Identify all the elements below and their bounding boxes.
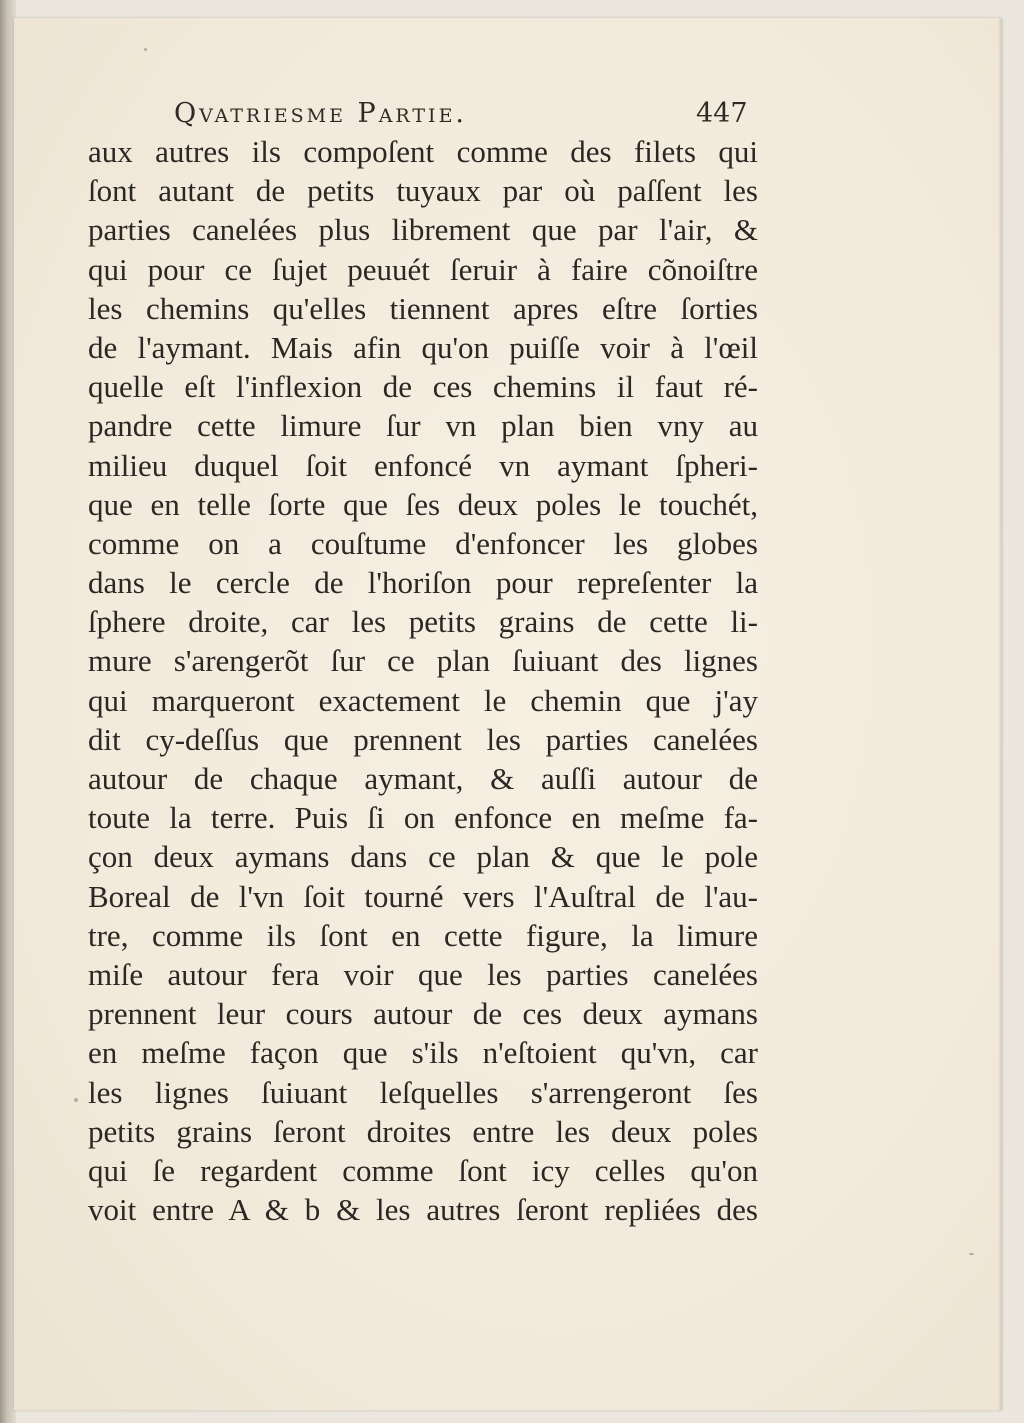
- text-line: parties canelées plus librement que par l'air, &: [88, 212, 758, 248]
- text-line: miſe autour fera voir que les parties canelées: [88, 956, 758, 992]
- book-page: [14, 18, 1002, 1410]
- text-line: comme on a couſtume d'enfoncer les globes: [88, 525, 758, 561]
- text-line: quelle eſt l'inflexion de ces chemins il faut ré-: [88, 369, 758, 405]
- text-line: petits grains ſeront droites entre les deux poles: [88, 1113, 758, 1149]
- text-line: voit entre A & b & les autres ſeront repliées des: [88, 1192, 758, 1228]
- text-line: de l'aymant. Mais afin qu'on puiſſe voir à l'œil: [88, 329, 758, 365]
- page-edge-shadow: [998, 18, 1002, 1410]
- text-line: milieu duquel ſoit enfoncé vn aymant ſpheri-: [88, 447, 758, 483]
- paper-speck: [969, 1253, 974, 1255]
- running-head: [174, 88, 774, 138]
- paper-speck: [144, 48, 147, 51]
- text-line: prennent leur cours autour de ces deux aymans: [88, 996, 758, 1032]
- text-line: tre, comme ils ſont en cette figure, la limure: [88, 917, 758, 953]
- text-line: pandre cette limure ſur vn plan bien vny au: [88, 408, 758, 444]
- text-line: ſphere droite, car les petits grains de cette li-: [88, 604, 758, 640]
- page-number: 447: [696, 98, 748, 129]
- text-line: que en telle ſorte que ſes deux poles le touchét,: [88, 486, 758, 522]
- text-line: ſont autant de petits tuyaux par où paſſent les: [88, 173, 758, 209]
- running-head-title: Qvatriesme Partie.: [174, 98, 468, 129]
- text-line: çon deux aymans dans ce plan & que le pole: [88, 839, 758, 875]
- text-line: aux autres ils compoſent comme des filets qui: [88, 134, 758, 169]
- text-line: mure s'arengerõt ſur ce plan ſuiuant des lignes: [88, 643, 758, 679]
- text-line: qui pour ce ſujet peuuét ſeruir à faire cõnoiſtre: [88, 251, 758, 287]
- text-line: toute la terre. Puis ſi on enfonce en meſme fa-: [88, 800, 758, 836]
- text-line: les chemins qu'elles tiennent apres eſtre ſorties: [88, 290, 758, 326]
- text-line: qui ſe regardent comme ſont icy celles qu'on: [88, 1152, 758, 1188]
- paper-speck: [74, 1098, 78, 1102]
- body-text: [88, 132, 758, 1229]
- text-line: Boreal de l'vn ſoit tourné vers l'Auſtral de l'au-: [88, 878, 758, 914]
- text-line: les lignes ſuiuant leſquelles s'arrengeront ſes: [88, 1074, 758, 1110]
- text-line: dit cy-deſſus que prennent les parties canelées: [88, 721, 758, 757]
- text-line: autour de chaque aymant, & auſſi autour de: [88, 761, 758, 796]
- text-line: qui marqueront exactement le chemin que j'ay: [88, 682, 758, 718]
- text-line: dans le cercle de l'horiſon pour repreſenter la: [88, 565, 758, 601]
- text-line: en meſme façon que s'ils n'eſtoient qu'vn, car: [88, 1035, 758, 1071]
